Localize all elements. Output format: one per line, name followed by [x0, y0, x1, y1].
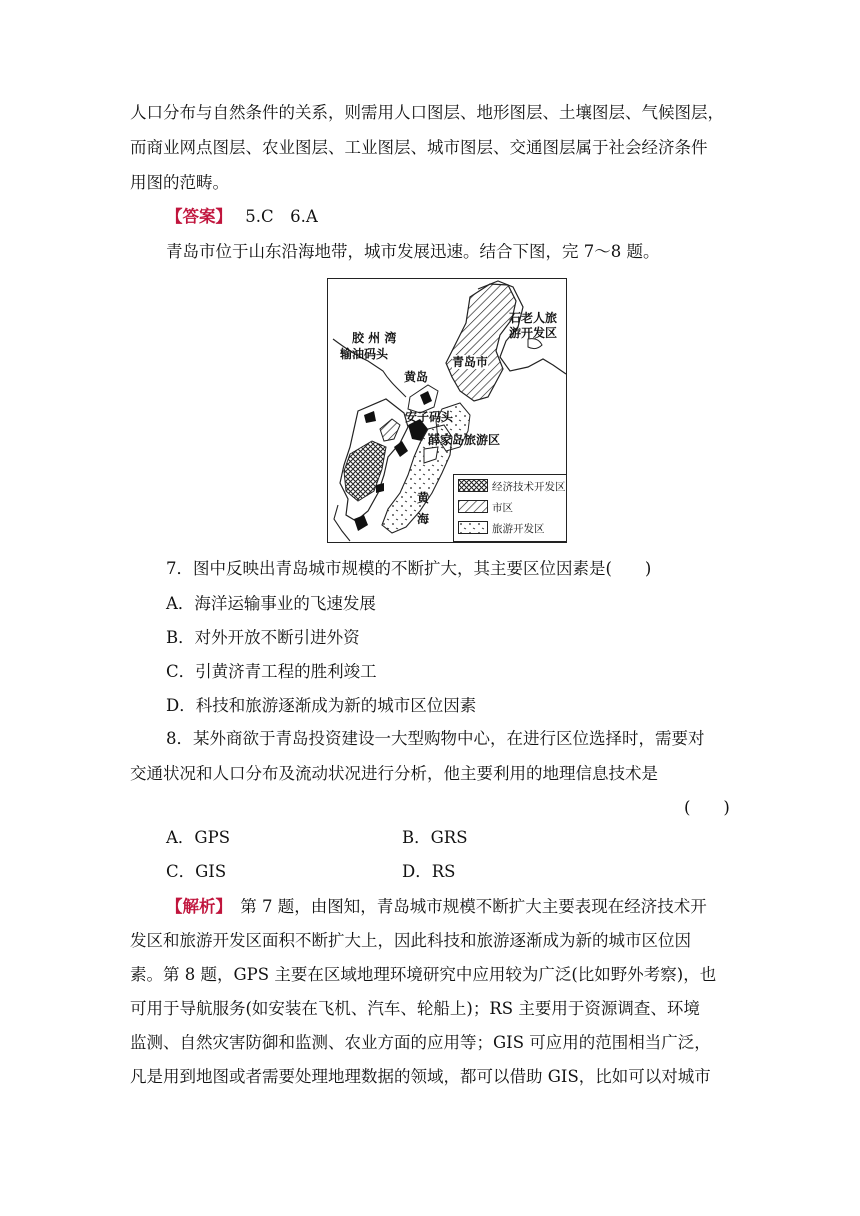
paragraph-line: 而商业网点图层、农业图层、工业图层、城市图层、交通图层属于社会经济条件	[130, 138, 708, 157]
paragraph-line: 用图的范畴。	[130, 173, 229, 192]
q7-option-d: D．科技和旅游逐渐成为新的城市区位因素	[166, 696, 477, 715]
q8-option-c: C．GIS	[166, 862, 227, 881]
city-zone-swatch	[458, 500, 488, 513]
answer-line	[166, 206, 318, 228]
map-label-yellow-sea-2: 海	[417, 512, 430, 526]
analysis-line-2: 发区和旅游开发区面积不断扩大上，因此科技和旅游逐渐成为新的城市区位因	[130, 931, 691, 950]
map-label-qingdao-city: 青岛市	[452, 355, 489, 369]
map-label-huangdao: 黄岛	[404, 370, 429, 384]
analysis-tag: 【解析】	[166, 897, 224, 916]
map-legend: 经济技术开发区 市区 旅游开发区	[453, 474, 567, 542]
q7-option-c: C．引黄济青工程的胜利竣工	[166, 662, 377, 681]
q8-option-d: D．RS	[402, 862, 456, 881]
econ-zone-swatch	[458, 479, 488, 492]
analysis-line-3: 素。第 8 题，GPS 主要在区域地理环境研究中应用较为广泛(比如野外考察)，也	[130, 965, 717, 984]
q7-option-b: B．对外开放不断引进外资	[166, 628, 360, 647]
map-label-anzi-wharf: 安子码头	[405, 410, 454, 424]
q8-option-b: B．GRS	[402, 828, 468, 847]
map-label-jiaozhou-bay: 胶 州 湾	[352, 331, 397, 345]
intro-line: 青岛市位于山东沿海地带，城市发展迅速。结合下图，完 7～8 题。	[166, 242, 660, 261]
q7-option-a: A．海洋运输事业的飞速发展	[166, 594, 376, 613]
paragraph-line: 人口分布与自然条件的关系，则需用人口图层、地形图层、土壤图层、气候图层，	[130, 103, 724, 122]
qingdao-map	[327, 278, 567, 543]
analysis-line-5: 监测、自然灾害防御和监测、农业方面的应用等；GIS 可应用的范围相当广泛，	[130, 1033, 711, 1052]
analysis-line-6: 凡是用到地图或者需要处理地理数据的领域，都可以借助 GIS，比如可以对城市	[130, 1067, 711, 1086]
map-label-shilaoren-1: 石老人旅	[509, 311, 558, 325]
tourist-zone-swatch	[458, 521, 488, 534]
question-8-line2: 交通状况和人口分布及流动状况进行分析，他主要利用的地理信息技术是	[130, 764, 658, 783]
analysis-line-1	[166, 896, 707, 918]
question-8-paren: ( )	[684, 798, 730, 817]
question-7: 7．图中反映出青岛城市规模的不断扩大，其主要区位因素是( )	[166, 559, 652, 578]
map-label-xuejia-island: 薛家岛旅游区	[428, 433, 501, 447]
map-label-shilaoren-2: 游开发区	[509, 326, 558, 340]
analysis-text-1: 第 7 题，由图知，青岛城市规模不断扩大主要表现在经济技术开	[223, 897, 707, 916]
answer-text: 5.C 6.A	[245, 207, 318, 226]
question-8-line1: 8．某外商欲于青岛投资建设一大型购物中心，在进行区位选择时，需要对	[166, 729, 705, 748]
answer-tag: 【答案】	[166, 207, 232, 226]
map-label-yellow-sea-1: 黄	[417, 491, 430, 505]
analysis-line-4: 可用于导航服务(如安装在飞机、汽车、轮船上)；RS 主要用于资源调查、环境	[130, 999, 700, 1018]
map-label-oil-wharf: 输油码头	[340, 347, 389, 361]
q8-option-a: A．GPS	[166, 828, 231, 847]
